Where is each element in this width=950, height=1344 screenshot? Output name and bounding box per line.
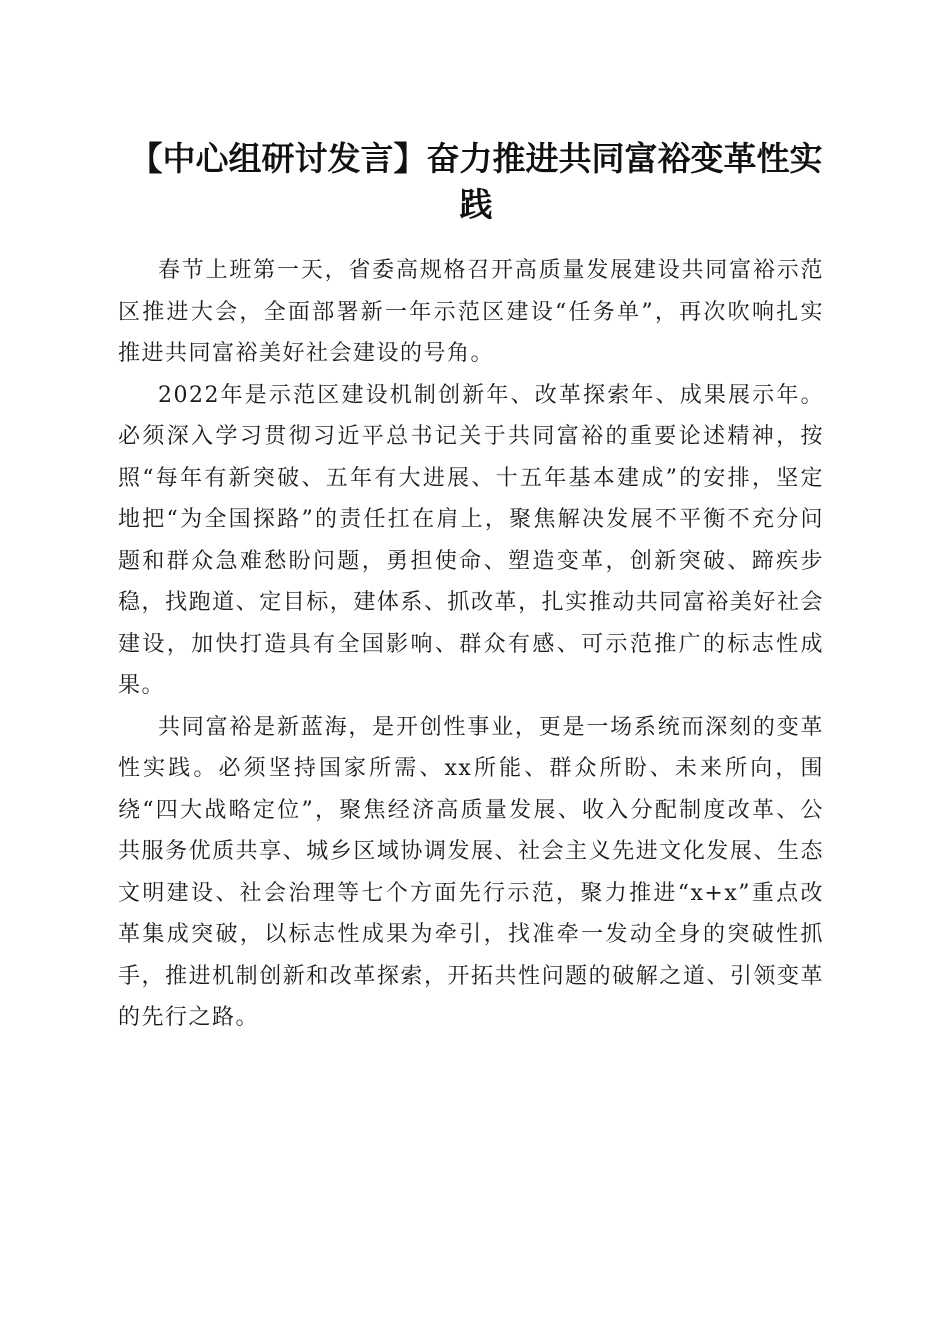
document-title: 【中心组研讨发言】奋力推进共同富裕变革性实践 xyxy=(129,139,823,224)
paragraph-1: 春节上班第一天，省委高规格召开高质量发展建设共同富裕示范区推进大会，全面部署新一年示范区建设“任务单”，再次吹响扎实推进共同富裕美好社会建设的号角。 xyxy=(118,258,824,366)
paragraph-2: 2022年是示范区建设机制创新年、改革探索年、成果展示年。必须深入学习贯彻习近平总书记关于共同富裕的重要论述精神，按照“每年有新突破、五年有大进展、十五年基本建成”的安排，坚定地把“为全国探路”的责任扛在肩上，聚焦解决发展不平衡不充分问题和群众急难愁盼问题，勇担使命、塑造变革，创新突破、蹄疾步稳，找跑道、定目标，建体系、抓改革，扎实推动共同富裕美好社会建设，加快打造具有全国影响、群众有感、可示范推广的标志性成果。 xyxy=(118,382,824,698)
paragraph-3: 共同富裕是新蓝海，是开创性事业，更是一场系统而深刻的变革性实践。必须坚持国家所需、xx所能、群众所盼、未来所向，围绕“四大战略定位”，聚焦经济高质量发展、收入分配制度改革、公共服务优质共享、城乡区域协调发展、社会主义先进文化发展、生态文明建设、社会治理等七个方面先行示范，聚力推进“x+x”重点改革集成突破，以标志性成果为牵引，找准牵一发动全身的突破性抓手，推进机制创新和改革探索，开拓共性问题的破解之道、引领变革的先行之路。 xyxy=(118,714,824,1030)
document-body xyxy=(118,250,824,1039)
